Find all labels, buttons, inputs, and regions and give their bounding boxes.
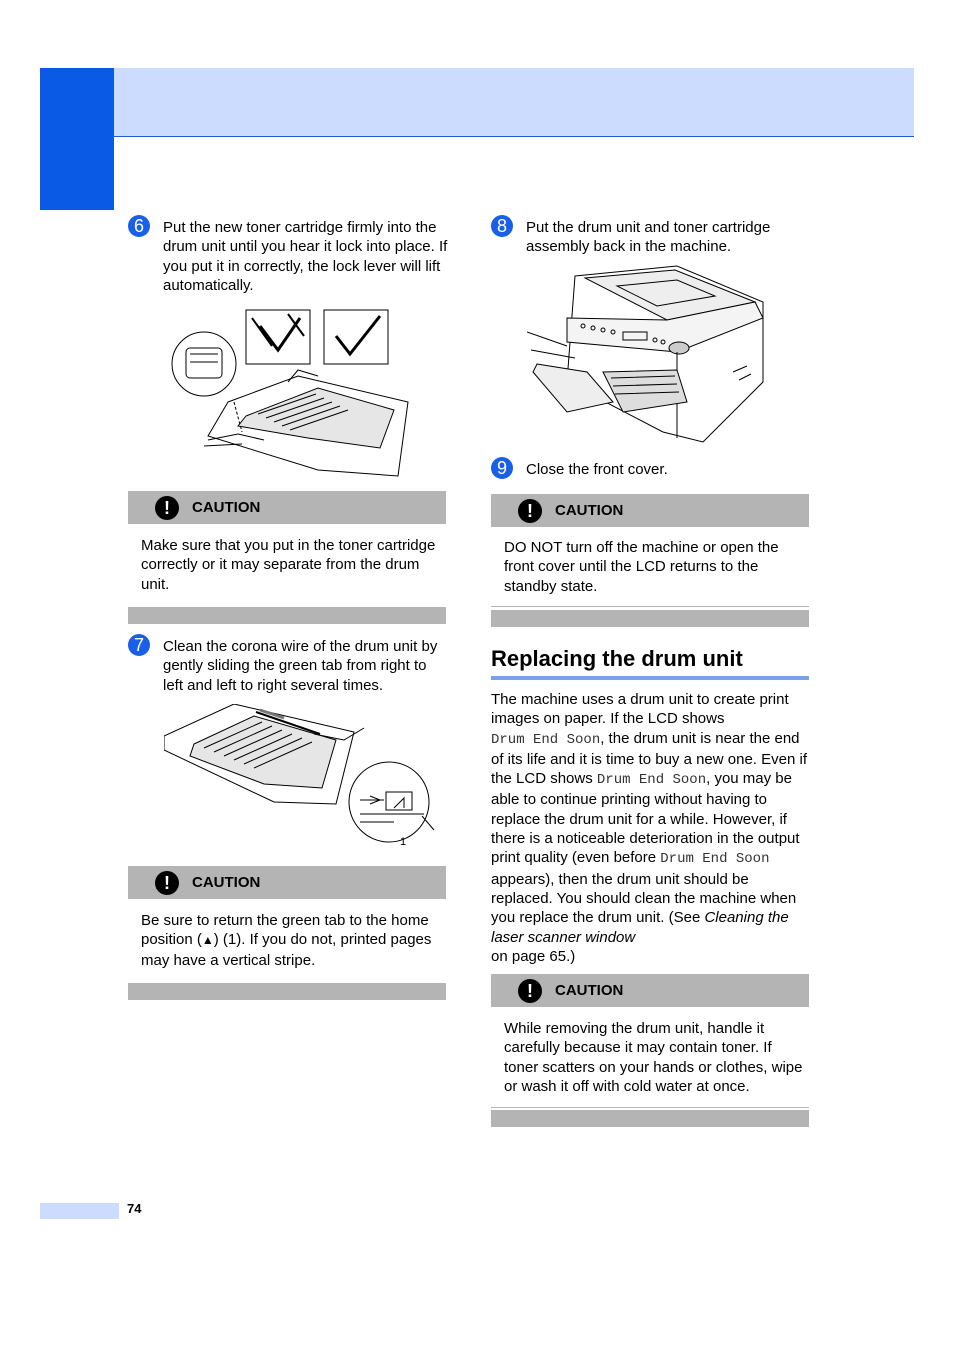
caution-header <box>128 491 446 524</box>
step-text: Close the front cover. <box>526 461 668 478</box>
step-text: Clean the corona wire of the drum unit by gently sliding the green tab from right to left and left to right several times. <box>163 638 438 694</box>
drum-into-machine-illustration <box>527 262 777 446</box>
caution-footer <box>128 607 446 624</box>
caution-body: DO NOT turn off the machine or open the front cover until the LCD returns to the standby state. <box>504 539 779 595</box>
step-number-badge: 9 <box>491 457 513 479</box>
home-position-triangle-icon: ▲ <box>201 933 214 948</box>
section-title: Replacing the drum unit <box>491 646 743 671</box>
caution-body: While removing the drum unit, handle it carefully because it may contain toner. If toner scatters on your hands or clothes, wipe or wash it off with cold water at once. <box>504 1020 803 1095</box>
caution-header <box>491 494 809 527</box>
chapter-tab <box>40 68 114 210</box>
caution-body: Make sure that you put in the toner cartridge correctly or it may separate from the drum unit. <box>141 537 436 593</box>
exclamation-icon: ! <box>518 979 542 1003</box>
lcd-message: Drum End Soon <box>596 772 707 789</box>
caution-footer-rule <box>491 606 809 607</box>
page-number: 74 <box>127 1201 142 1216</box>
caution-footer <box>491 1110 809 1127</box>
toner-into-drum-illustration <box>168 306 450 478</box>
exclamation-icon: ! <box>518 499 542 523</box>
caution-footer <box>491 610 809 627</box>
step-number-badge: 6 <box>128 215 150 237</box>
caution-footer <box>128 983 446 1000</box>
section-title-underline <box>491 676 809 680</box>
header-band <box>40 68 914 137</box>
step-text: Put the drum unit and toner cartridge assembly back in the machine. <box>526 219 771 256</box>
caution-title: CAUTION <box>192 499 261 516</box>
exclamation-icon: ! <box>155 496 179 520</box>
lcd-message: Drum End Soon <box>491 731 601 748</box>
caution-title: CAUTION <box>555 502 624 519</box>
step-number-badge: 8 <box>491 215 513 237</box>
corona-wire-cleaning-illustration <box>164 704 446 854</box>
step-text: Put the new toner cartridge firmly into the drum unit until you hear it lock into place. If you put it in correctly, the lock lever will lift automatically. <box>163 219 448 294</box>
exclamation-icon: ! <box>155 871 179 895</box>
caution-body: Be sure to return the green tab to the home position (▲) (1). If you do not, printed pages may have a vertical stripe. <box>141 912 432 969</box>
caution-title: CAUTION <box>192 874 261 891</box>
step-number-badge: 7 <box>128 634 150 656</box>
cross-reference-link[interactable]: Cleaning the laser scanner window <box>491 909 789 946</box>
section-paragraph: The machine uses a drum unit to create print images on paper. If the LCD shows Drum End Soon, the drum unit is near the end of its life and it is time to buy a new one. Even if the LCD shows Drum End Soon, you may be able to continue printing without having to replace the drum unit for a while. However, if there is a noticeable deterioration in the output print quality (even before Drum End Soon appears), then the drum unit should be replaced. You should clean the machine when you replace the drum unit. (See Cleaning the laser scanner window on page 65.) <box>491 691 807 965</box>
caution-title: CAUTION <box>555 982 624 999</box>
footer-band <box>40 1203 119 1219</box>
figure-callout-1: 1 <box>400 836 407 848</box>
caution-header <box>491 974 809 1007</box>
caution-footer-rule <box>491 1107 809 1108</box>
caution-header <box>128 866 446 899</box>
lcd-message: Drum End Soon <box>660 851 770 868</box>
